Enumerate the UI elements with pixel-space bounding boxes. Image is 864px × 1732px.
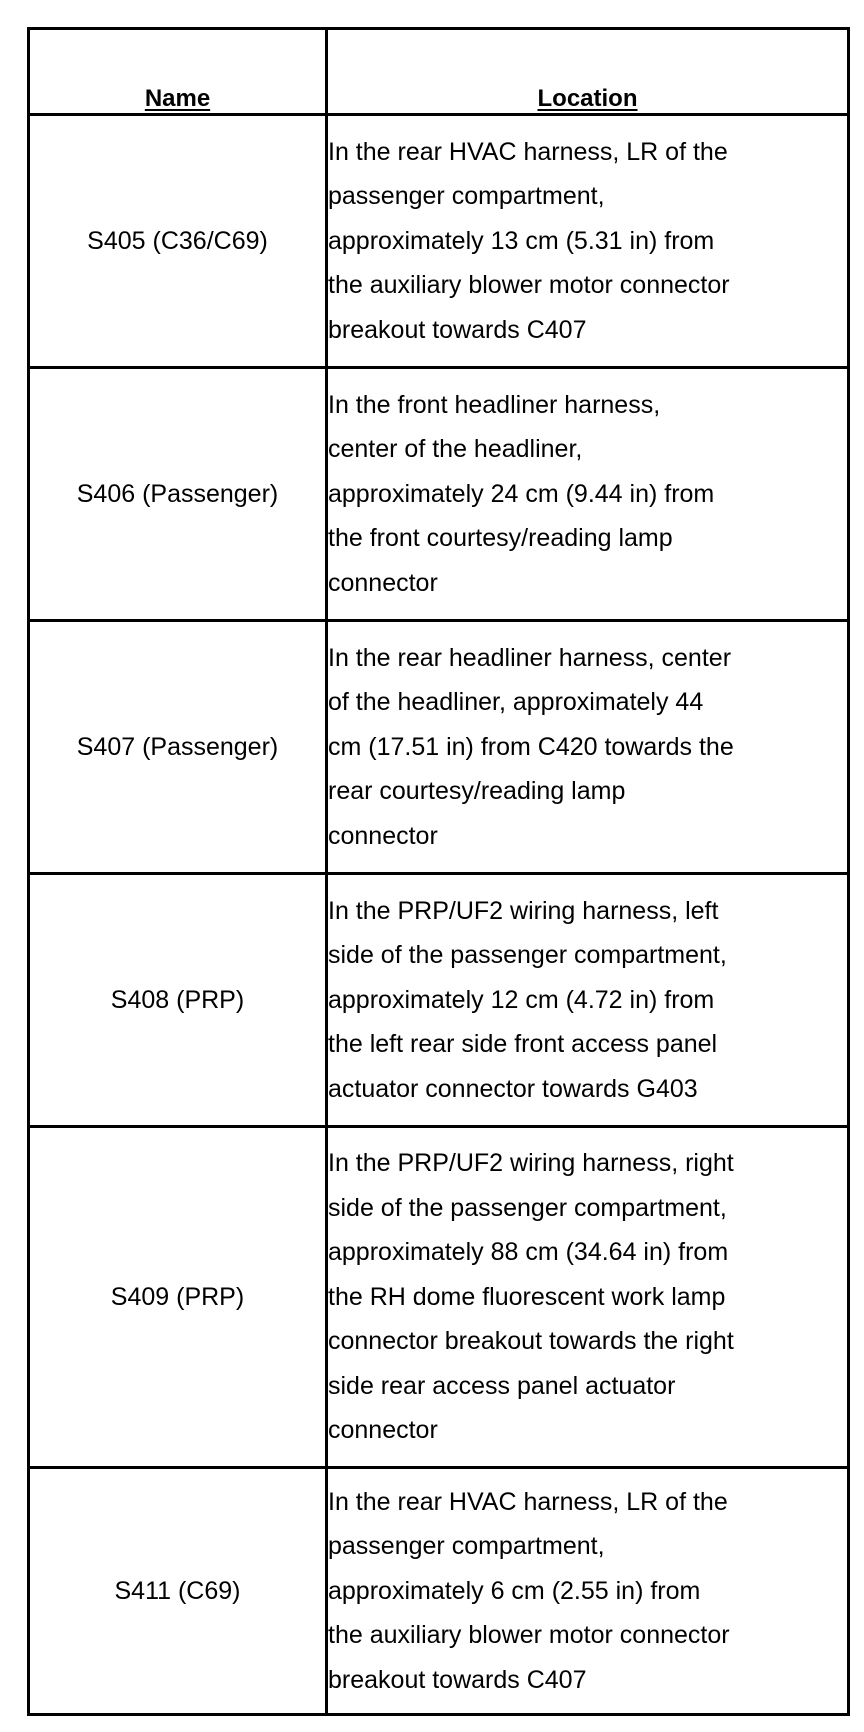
splice-name-cell: S405 (C36/C69) xyxy=(29,115,327,368)
location-line: connector xyxy=(328,1416,438,1445)
location-line: approximately 13 cm (5.31 in) from xyxy=(328,226,715,255)
column-header-name: Name xyxy=(29,29,327,115)
location-line: connector breakout towards the right xyxy=(328,1327,734,1356)
splice-location-cell xyxy=(327,874,849,1127)
splice-location-cell xyxy=(327,1127,849,1468)
location-line: approximately 12 cm (4.72 in) from xyxy=(328,985,715,1014)
location-line: the left rear side front access panel xyxy=(328,1030,718,1059)
location-line: approximately 24 cm (9.44 in) from xyxy=(328,479,715,508)
location-line: the RH dome fluorescent work lamp xyxy=(328,1282,726,1311)
location-line: passenger compartment, xyxy=(328,182,605,211)
splice-name-cell: S411 (C69) xyxy=(29,1468,327,1715)
location-line: center of the headliner, xyxy=(328,435,583,464)
splice-location-cell xyxy=(327,621,849,874)
splice-name-cell: S409 (PRP) xyxy=(29,1127,327,1468)
table-header-row xyxy=(29,29,849,115)
table-row xyxy=(29,115,849,368)
splice-location-cell xyxy=(327,1468,849,1715)
splice-name-cell: S407 (Passenger) xyxy=(29,621,327,874)
location-line: side of the passenger compartment, xyxy=(328,941,727,970)
location-line: In the rear headliner harness, center xyxy=(328,643,732,672)
splice-location-table xyxy=(27,27,850,1716)
location-line: passenger compartment, xyxy=(328,1532,605,1561)
location-line: approximately 88 cm (34.64 in) from xyxy=(328,1238,729,1267)
location-line: the auxiliary blower motor connector xyxy=(328,1621,730,1650)
table-row xyxy=(29,368,849,621)
location-line: In the PRP/UF2 wiring harness, right xyxy=(328,1149,734,1178)
location-line: side of the passenger compartment, xyxy=(328,1193,727,1222)
location-line: In the front headliner harness, xyxy=(328,390,661,419)
location-line: of the headliner, approximately 44 xyxy=(328,688,704,717)
table-row xyxy=(29,874,849,1127)
table-row xyxy=(29,1127,849,1468)
location-line: breakout towards C407 xyxy=(328,1665,587,1694)
splice-location-cell xyxy=(327,115,849,368)
location-line: side rear access panel actuator xyxy=(328,1371,676,1400)
location-line: In the PRP/UF2 wiring harness, left xyxy=(328,896,719,925)
splice-name-cell: S408 (PRP) xyxy=(29,874,327,1127)
table-row xyxy=(29,1468,849,1715)
location-line: connector xyxy=(328,568,438,597)
column-header-location: Location xyxy=(327,29,849,115)
table-row xyxy=(29,621,849,874)
location-line: approximately 6 cm (2.55 in) from xyxy=(328,1576,701,1605)
location-line: cm (17.51 in) from C420 towards the xyxy=(328,732,734,761)
location-line: breakout towards C407 xyxy=(328,315,587,344)
splice-location-cell xyxy=(327,368,849,621)
location-line: the front courtesy/reading lamp xyxy=(328,524,673,553)
location-line: In the rear HVAC harness, LR of the xyxy=(328,1487,728,1516)
splice-name-cell: S406 (Passenger) xyxy=(29,368,327,621)
location-line: the auxiliary blower motor connector xyxy=(328,271,730,300)
location-line: connector xyxy=(328,821,438,850)
location-line: actuator connector towards G403 xyxy=(328,1074,698,1103)
location-line: rear courtesy/reading lamp xyxy=(328,777,626,806)
location-line: In the rear HVAC harness, LR of the xyxy=(328,137,728,166)
